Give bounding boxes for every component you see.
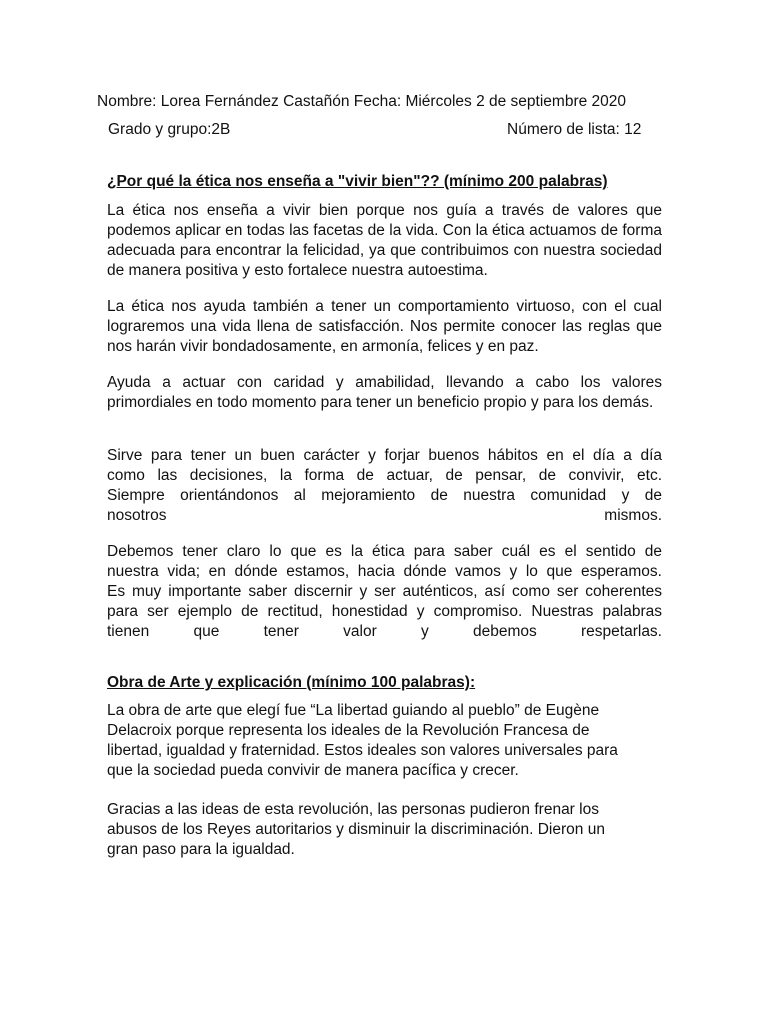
paragraph [107, 446, 662, 526]
paragraph-line: para ser ejemplo de rectitud, honestidad y compromiso. Nuestras palabras [107, 603, 662, 620]
paragraph-line: nuestra vida; en dónde estamos, hacia dónde vamos y lo que esperamos. [107, 563, 662, 580]
paragraph-line: Es muy importante saber discernir y ser auténticos, así como ser coherentes [107, 583, 662, 600]
list-number: Número de lista: 12 [507, 121, 642, 138]
paragraph-line: libertad, igualdad y fraternidad. Estos ideales son valores universales para [107, 742, 618, 759]
paragraph: La ética nos enseña a vivir bien porque nos guía a través de valores que podemos aplicar en todas las facetas de la vida. Con la ética actuamos de forma adecuada para encontrar la felicidad, ya que contribuimos con nuestra sociedad de manera positiva y esto fortalece nuestra autoestima. [107, 202, 662, 279]
paragraph-line: La obra de arte que elegí fue “La libertad guiando al pueblo” de Eugène [107, 702, 600, 719]
paragraph-line: gran paso para la igualdad. [107, 841, 295, 858]
section-heading-artwork: Obra de Arte y explicación (mínimo 100 palabras): [107, 674, 476, 691]
student-name-date-line: Nombre: Lorea Fernández Castañón Fecha: Miércoles 2 de septiembre 2020 [97, 93, 627, 110]
paragraph-line: que la sociedad pueda convivir de manera pacífica y crecer. [107, 762, 519, 779]
paragraph-line: Delacroix porque representa los ideales de la Revolución Francesa de [107, 722, 590, 739]
paragraph-line: Siempre orientándonos al mejoramiento de nuestra comunidad y de [107, 487, 662, 504]
paragraph-line: Sirve para tener un buen carácter y forjar buenos hábitos en el día a día [107, 447, 662, 464]
grade-group: Grado y grupo:2B [108, 121, 231, 138]
paragraph: La ética nos ayuda también a tener un comportamiento virtuoso, con el cual lograremos una vida llena de satisfacción. Nos permite conocer las reglas que nos harán vivir bondadosamente, en armonía, felices y en paz. [107, 298, 662, 355]
paragraph [107, 800, 647, 860]
section-heading-ethics: ¿Por qué la ética nos enseña a "vivir bien"?? (mínimo 200 palabras) [107, 173, 608, 190]
paragraph [107, 542, 662, 642]
paragraph: Ayuda a actuar con caridad y amabilidad, llevando a cabo los valores primordiales en todo momento para tener un beneficio propio y para los demás. [107, 374, 662, 411]
paragraph-line: Debemos tener claro lo que es la ética para saber cuál es el sentido de [107, 543, 662, 560]
paragraph-line: abusos de los Reyes autoritarios y disminuir la discriminación. Dieron un [107, 821, 605, 838]
paragraph-line: como las decisiones, la forma de actuar, de pensar, de convivir, etc. [107, 467, 662, 484]
paragraph-line: Gracias a las ideas de esta revolución, las personas pudieron frenar los [107, 801, 599, 818]
paragraph-line: nosotros mismos. [107, 507, 662, 524]
paragraph [107, 701, 627, 781]
paragraph-line: tienen que tener valor y debemos respetarlas. [107, 623, 662, 640]
